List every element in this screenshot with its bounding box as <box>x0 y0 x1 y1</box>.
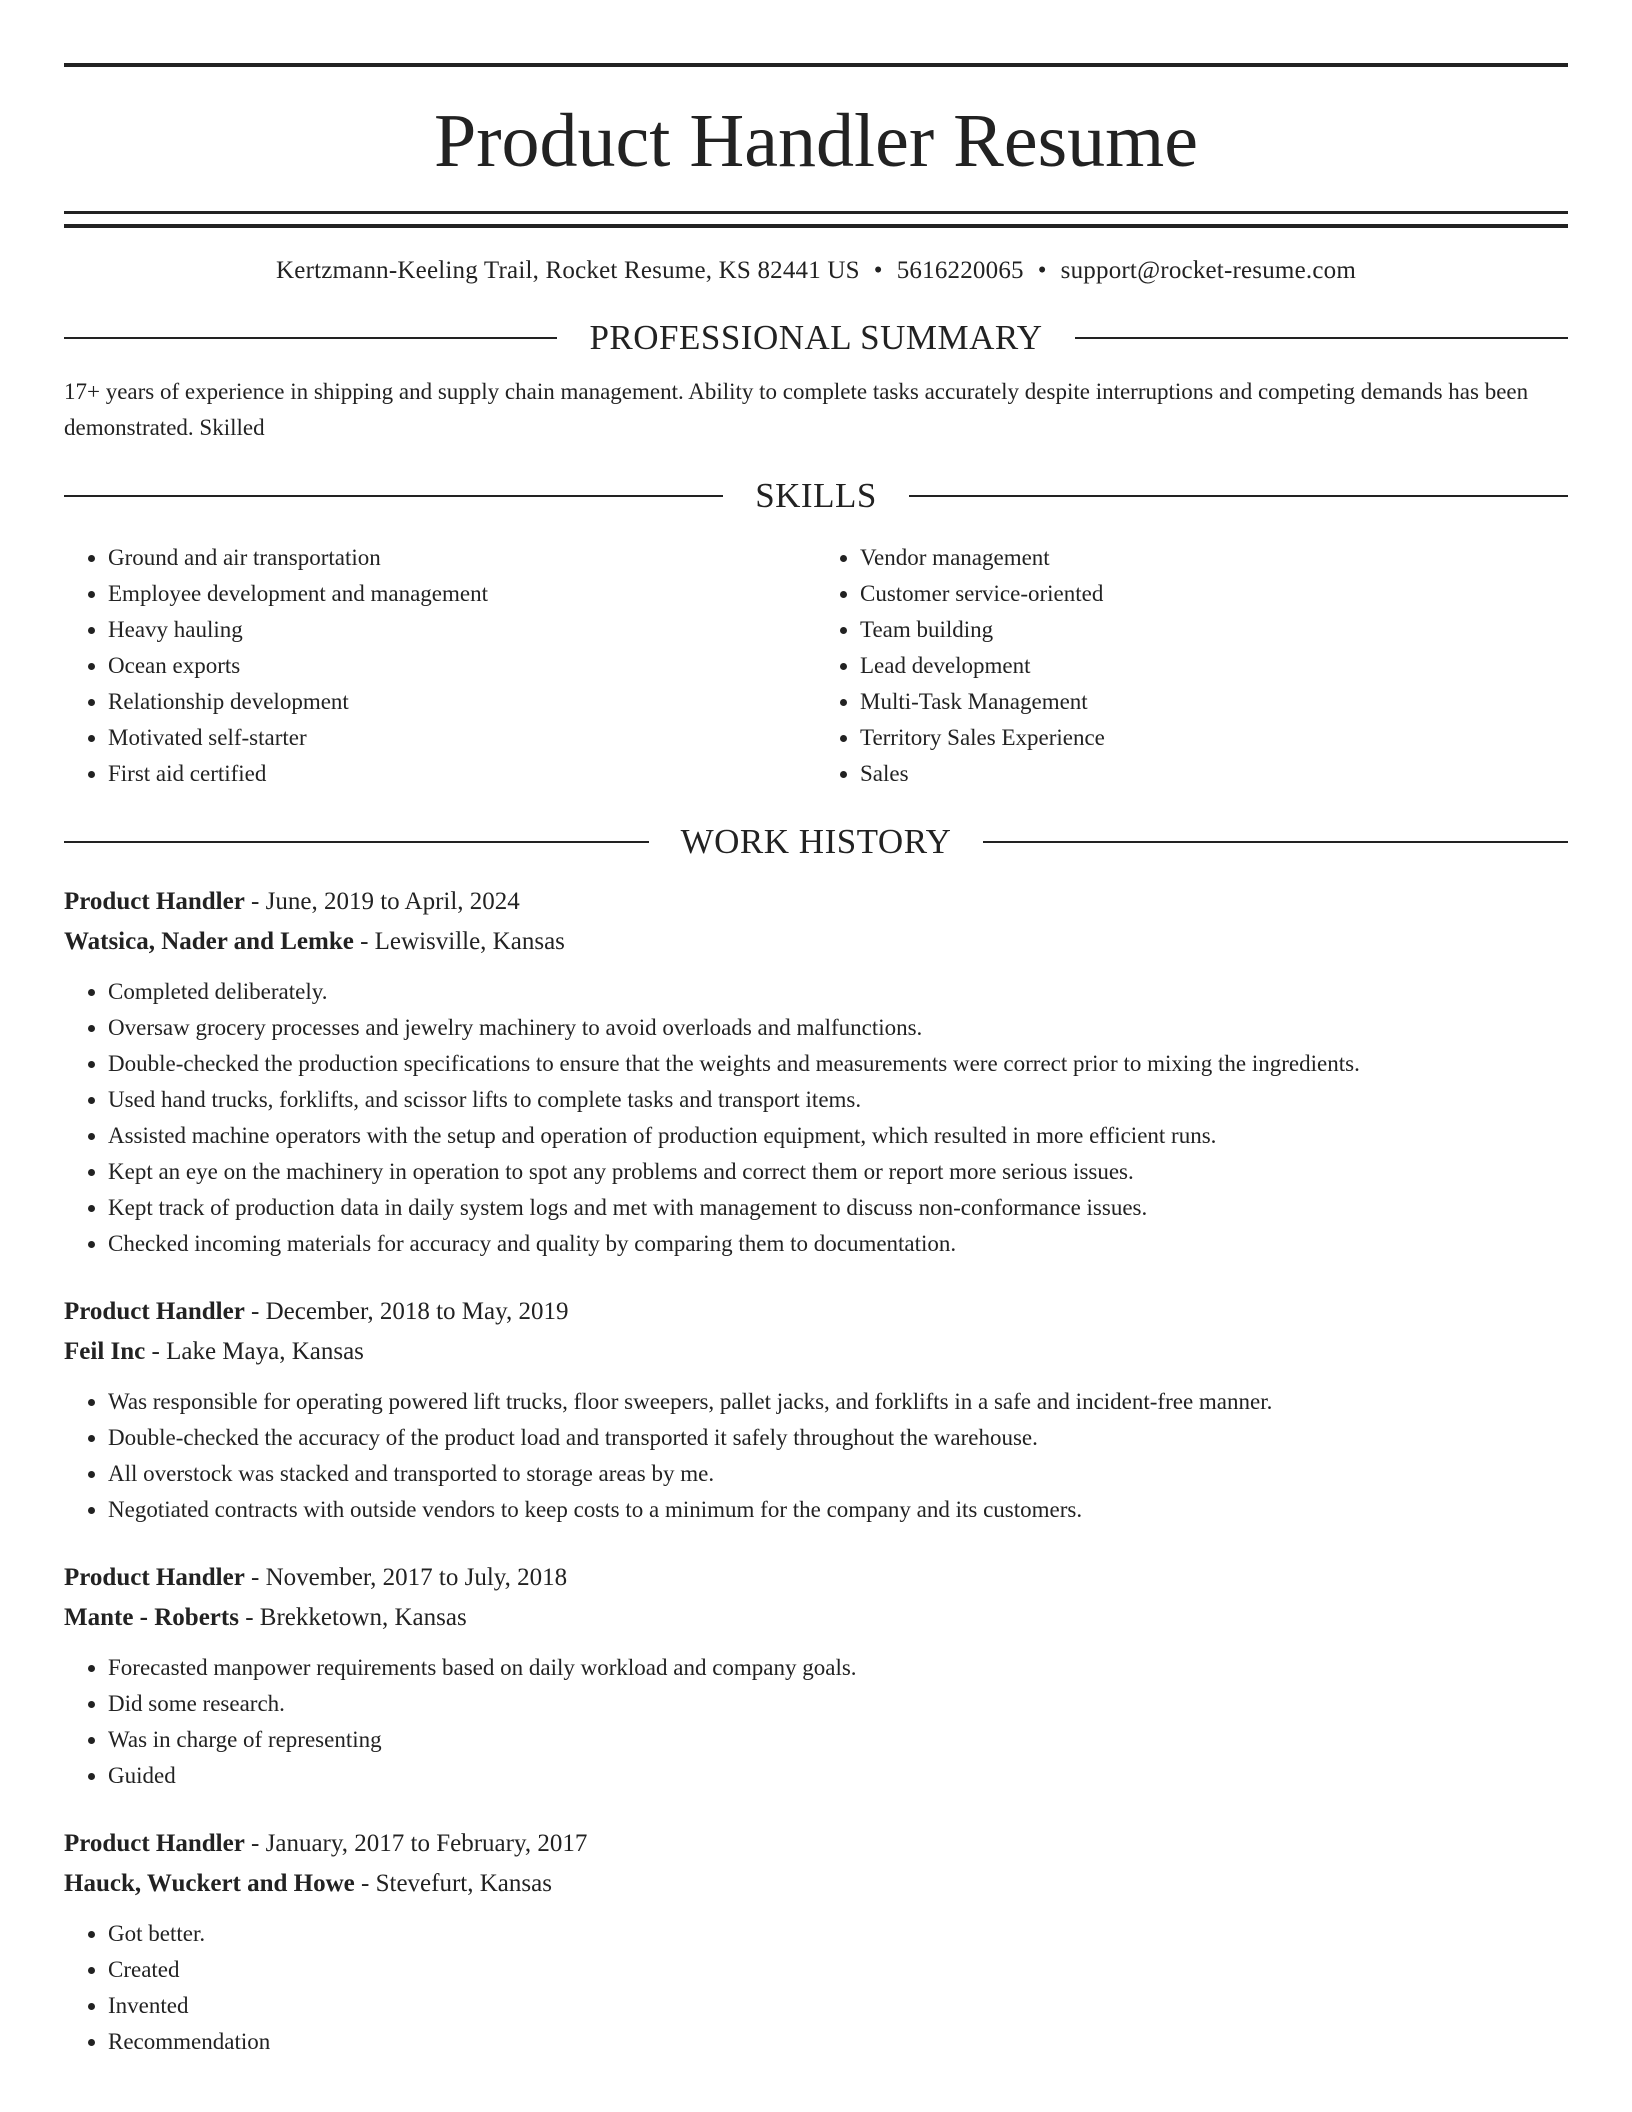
job-bullet: • Assisted machine operators with the setup and operation of production equipment, which resulted in more efficient runs. <box>108 1118 1568 1154</box>
skill-item: • Multi-Task Management <box>860 684 1568 720</box>
skills-column-left <box>64 540 816 792</box>
job-company: Watsica, Nader and Lemke <box>64 928 354 955</box>
skill-item: • Ground and air transportation <box>108 540 816 576</box>
job-dates: - June, 2019 to April, 2024 <box>244 888 520 915</box>
skill-item: • Motivated self-starter <box>108 720 816 756</box>
job-company: Hauck, Wuckert and Howe <box>64 1870 355 1897</box>
job-title: Product Handler <box>64 1564 245 1591</box>
job-title: Product Handler <box>64 1298 245 1325</box>
job-bullet: • Recommendation <box>108 2024 1568 2060</box>
contact-separator: • <box>873 257 883 284</box>
job-title-line <box>64 882 1568 922</box>
job-entry <box>64 882 1568 1262</box>
contact-address: Kertzmann-Keeling Trail, Rocket Resume, KS 82441 US <box>276 257 860 284</box>
job-bullet: • Double-checked the accuracy of the product load and transported it safely throughout the warehouse. <box>108 1420 1568 1456</box>
skill-item: • Sales <box>860 756 1568 792</box>
job-bullets <box>64 1650 1568 1794</box>
divider-line <box>64 495 723 497</box>
job-company-line <box>64 1332 1568 1372</box>
job-bullet: • Double-checked the production specifications to ensure that the weights and measurements were correct prior to mixing the ingredients. <box>108 1046 1568 1082</box>
skill-item: • Territory Sales Experience <box>860 720 1568 756</box>
skill-item: • Team building <box>860 612 1568 648</box>
top-rule <box>64 63 1568 67</box>
job-bullet: • Completed deliberately. <box>108 974 1568 1010</box>
job-title: Product Handler <box>64 1830 245 1857</box>
job-bullet: • Used hand trucks, forklifts, and scissor lifts to complete tasks and transport items. <box>108 1082 1568 1118</box>
job-bullet: • All overstock was stacked and transported to storage areas by me. <box>108 1456 1568 1492</box>
job-bullet: • Forecasted manpower requirements based on daily workload and company goals. <box>108 1650 1568 1686</box>
job-bullet: • Was in charge of representing <box>108 1722 1568 1758</box>
job-title-line <box>64 1558 1568 1598</box>
contact-separator: • <box>1037 257 1047 284</box>
job-bullets <box>64 1916 1568 2060</box>
work-history-heading <box>64 822 1568 862</box>
page-title: Product Handler Resume <box>433 99 1199 183</box>
skill-item: • Heavy hauling <box>108 612 816 648</box>
job-dates: - December, 2018 to May, 2019 <box>244 1298 569 1325</box>
divider-line <box>983 841 1568 843</box>
summary-text: 17+ years of experience in shipping and supply chain management. Ability to complete tasks accurately despite interruptions and competing demands has been demonstrated. Skilled <box>64 379 1529 440</box>
job-entry <box>64 1824 1568 2060</box>
job-location: - Lewisville, Kansas <box>353 928 565 955</box>
skills-column-right <box>816 540 1568 792</box>
skill-item: • Vendor management <box>860 540 1568 576</box>
job-bullets <box>64 1384 1568 1528</box>
job-bullet: • Oversaw grocery processes and jewelry machinery to avoid overloads and malfunctions. <box>108 1010 1568 1046</box>
job-company: Feil Inc <box>64 1338 146 1365</box>
contact-line <box>64 254 1568 288</box>
job-company-line <box>64 922 1568 962</box>
job-bullet: • Invented <box>108 1988 1568 2024</box>
contact-email: support@rocket-resume.com <box>1060 257 1356 284</box>
job-title-line <box>64 1824 1568 1864</box>
job-bullet: • Checked incoming materials for accuracy and quality by comparing them to documentation. <box>108 1226 1568 1262</box>
job-company: Mante - Roberts <box>64 1604 239 1631</box>
job-dates: - January, 2017 to February, 2017 <box>244 1830 588 1857</box>
skills-heading <box>64 476 1568 516</box>
skills-heading-label: SKILLS <box>755 476 877 515</box>
job-bullet: • Guided <box>108 1758 1568 1794</box>
job-bullet: • Got better. <box>108 1916 1568 1952</box>
title-double-rule <box>64 211 1568 228</box>
divider-line <box>1075 337 1568 339</box>
skills-list <box>64 540 1568 792</box>
job-bullet: • Kept an eye on the machinery in operation to spot any problems and correct them or report more serious issues. <box>108 1154 1568 1190</box>
job-entry <box>64 1558 1568 1794</box>
divider-line <box>64 337 557 339</box>
job-bullets <box>64 974 1568 1262</box>
job-dates: - November, 2017 to July, 2018 <box>244 1564 568 1591</box>
job-bullet: • Kept track of production data in daily system logs and met with management to discuss non-conformance issues. <box>108 1190 1568 1226</box>
job-company-line <box>64 1864 1568 1904</box>
divider-line <box>64 841 649 843</box>
job-company-line <box>64 1598 1568 1638</box>
divider-line <box>909 495 1568 497</box>
job-location: - Stevefurt, Kansas <box>354 1870 552 1897</box>
job-title: Product Handler <box>64 888 245 915</box>
job-location: - Lake Maya, Kansas <box>145 1338 364 1365</box>
skill-item: • Employee development and management <box>108 576 816 612</box>
skill-item: • Lead development <box>860 648 1568 684</box>
skill-item: • Customer service-oriented <box>860 576 1568 612</box>
contact-phone: 5616220065 <box>896 257 1024 284</box>
job-bullet: • Created <box>108 1952 1568 1988</box>
job-title-line <box>64 1292 1568 1332</box>
summary-heading-label: PROFESSIONAL SUMMARY <box>589 318 1043 357</box>
job-location: - Brekketown, Kansas <box>238 1604 467 1631</box>
skill-item: • Ocean exports <box>108 648 816 684</box>
job-bullet: • Negotiated contracts with outside vendors to keep costs to a minimum for the company and its customers. <box>108 1492 1568 1528</box>
skill-item: • Relationship development <box>108 684 816 720</box>
work-history-heading-label: WORK HISTORY <box>680 822 952 861</box>
job-bullet: • Was responsible for operating powered lift trucks, floor sweepers, pallet jacks, and forklifts in a safe and incident-free manner. <box>108 1384 1568 1420</box>
summary-heading <box>64 318 1568 358</box>
job-entry <box>64 1292 1568 1528</box>
job-bullet: • Did some research. <box>108 1686 1568 1722</box>
skill-item: • First aid certified <box>108 756 816 792</box>
